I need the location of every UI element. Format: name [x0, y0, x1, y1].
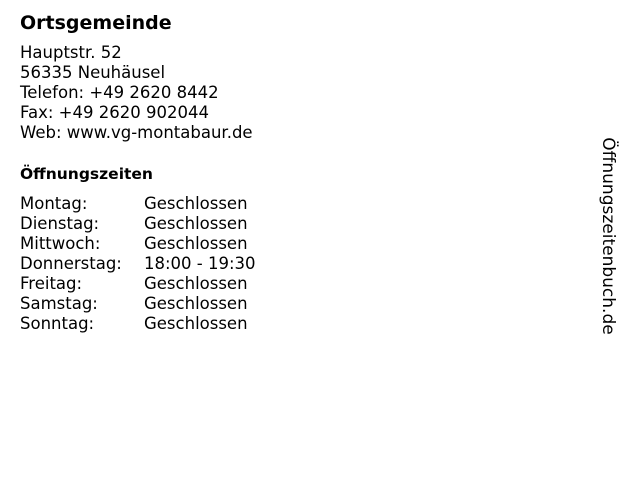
page-title: Ortsgemeinde: [20, 12, 172, 34]
hours-value: Geschlossen: [144, 194, 248, 213]
street-address: Hauptstr. 52: [20, 43, 122, 62]
hours-row-wednesday: [20, 234, 256, 254]
day-label: Dienstag:: [20, 214, 100, 233]
hours-value: Geschlossen: [144, 294, 248, 313]
hours-row-friday: [20, 274, 256, 294]
fax-line: Fax: +49 2620 902044: [20, 103, 209, 122]
web-line: Web: www.vg-montabaur.de: [20, 123, 253, 142]
day-label: Sonntag:: [20, 314, 95, 333]
hours-value: Geschlossen: [144, 214, 248, 233]
address-block: [20, 43, 253, 143]
opening-hours-heading: Öffnungszeiten: [20, 165, 153, 183]
day-label: Donnerstag:: [20, 254, 122, 273]
day-label: Samstag:: [20, 294, 98, 313]
hours-value: Geschlossen: [144, 234, 248, 253]
opening-hours-table: [20, 194, 256, 334]
hours-value: 18:00 - 19:30: [144, 254, 256, 273]
hours-value: Geschlossen: [144, 314, 248, 333]
city-line: 56335 Neuhäusel: [20, 63, 166, 82]
hours-row-saturday: [20, 294, 256, 314]
day-label: Mittwoch:: [20, 234, 101, 253]
day-label: Freitag:: [20, 274, 83, 293]
hours-row-tuesday: [20, 214, 256, 234]
hours-row-monday: [20, 194, 256, 214]
phone-line: Telefon: +49 2620 8442: [20, 83, 219, 102]
hours-row-sunday: [20, 314, 256, 334]
hours-value: Geschlossen: [144, 274, 248, 293]
day-label: Montag:: [20, 194, 88, 213]
source-watermark: Öffnungszeitenbuch.de: [598, 137, 618, 335]
hours-row-thursday: [20, 254, 256, 274]
